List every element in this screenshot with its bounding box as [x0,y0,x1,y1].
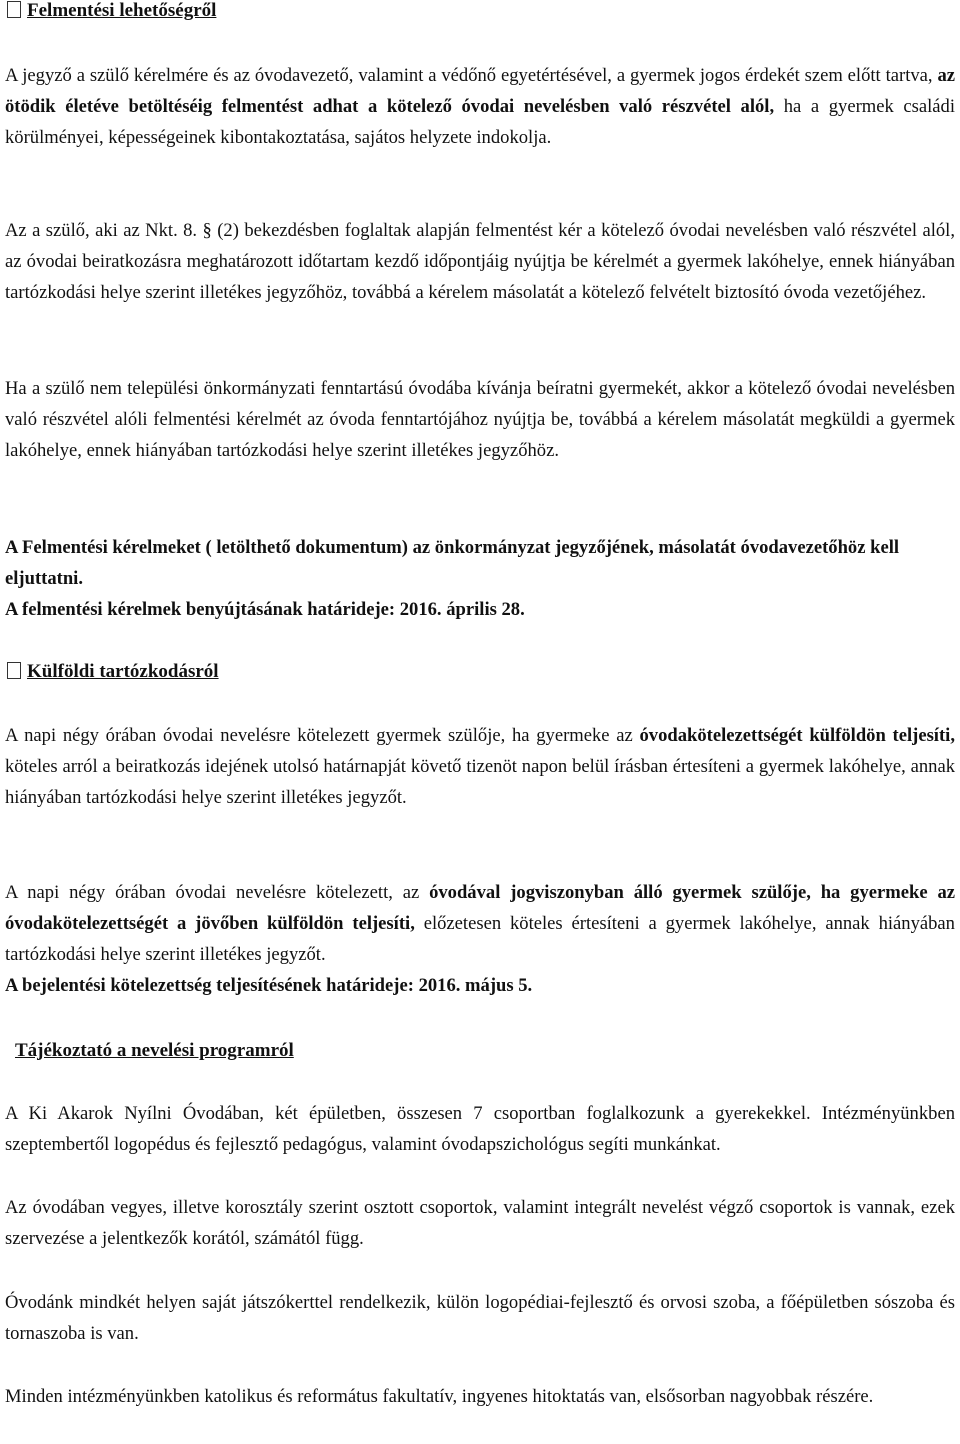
paragraph: Ha a szülő nem települési önkormányzati fenntartású óvodába kívánja beíratni gyermekét, akkor a kötelező óvodai nevelésben való részvétel alóli felmentési kérelmét az óvoda fenntartójához nyújtja be, továbbá a kérelem másolatát megküldi a gyermek lakóhelye, ennek hiányában tartózkodási helye szerint illetékes jegyzőhöz. [5,378,955,461]
paragraph: Minden intézményünkben katolikus és református fakultatív, ingyenes hitoktatás van, elsősorban nagyobbak részére. [5,1386,874,1407]
paragraph: Az óvodában vegyes, illetve korosztály szerint osztott csoportok, valamint integrált nevelést végző csoportok is vannak, ezek szervezése a jelentkezők korától, számától függ. [5,1197,955,1249]
paragraph: A napi négy órában óvodai nevelésre kötelezett gyermek szülője, ha gyermeke az óvodakötelezettségét külföldön teljesíti, köteles arról a beiratkozás idejének utolsó határnapját követő tizenöt napon belül írásban értesíteni a gyermek lakóhelye, annak hiányában tartózkodási helye szerint illetékes jegyzőt. [5,725,955,808]
section-heading-exemption: Felmentési lehetőségről [7,0,216,25]
paragraph: A jegyző a szülő kérelmére és az óvodavezető, valamint a védőnő egyetértésével, a gyermek jogos érdekét szem előtt tartva, az ötödik életéve betöltéséig felmentést adhat a kötelező óvodai nevelésben való részvétel alól, ha a gyermek családi körülményei, képességeinek kibontakoztatása, sajátos helyzete indokolja. [5,65,955,148]
paragraph: A napi négy órában óvodai nevelésre kötelezett, az óvodával jogviszonyban álló gyermek szülője, ha gyermeke az óvodakötelezettségét a jövőben külföldön teljesíti, előzetesen köteles értesíteni a gyermek lakóhelye, annak hiányában tartózkodási helye szerint illetékes jegyzőt. [5,882,955,965]
paragraph-bold-notice: A Felmentési kérelmeket ( letölthető dokumentum) az önkormányzat jegyzőjének, másolatát óvodavezetőhöz kell eljuttatni. [5,537,900,589]
paragraph-deadline: A bejelentési kötelezettség teljesítésének határideje: 2016. május 5. [5,975,533,996]
paragraph: Az a szülő, aki az Nkt. 8. § (2) bekezdésben foglaltak alapján felmentést kér a kötelező óvodai nevelésben való részvétel alól, az óvodai beiratkozásra meghatározott időtartam kezdő időpontjáig nyújtja be kérelmét a gyermek lakóhelye, ennek hiányában tartózkodási helye szerint illetékes jegyzőhöz, továbbá a kérelem másolatát a kötelező felvételt biztosító óvoda vezetőjéhez. [5,220,955,303]
paragraph: Óvodánk mindkét helyen saját játszókerttel rendelkezik, külön logopédiai-fejlesztő és orvosi szoba, a főépületben sószoba és tornaszoba is van. [5,1292,955,1344]
section-heading-program: Tájékoztató a nevelési programról [15,1040,294,1061]
checkbox-bullet-icon [7,662,21,679]
section-heading-abroad: Külföldi tartózkodásról [7,658,219,686]
checkbox-bullet-icon [7,1,21,18]
paragraph: A Ki Akarok Nyílni Óvodában, két épületben, összesen 7 csoportban foglalkozunk a gyerekekkel. Intézményünkben szeptembertől logopédus és fejlesztő pedagógus, valamint óvodapszichológus segíti munkánkat. [5,1103,955,1155]
paragraph-deadline: A felmentési kérelmek benyújtásának határideje: 2016. április 28. [5,599,525,620]
